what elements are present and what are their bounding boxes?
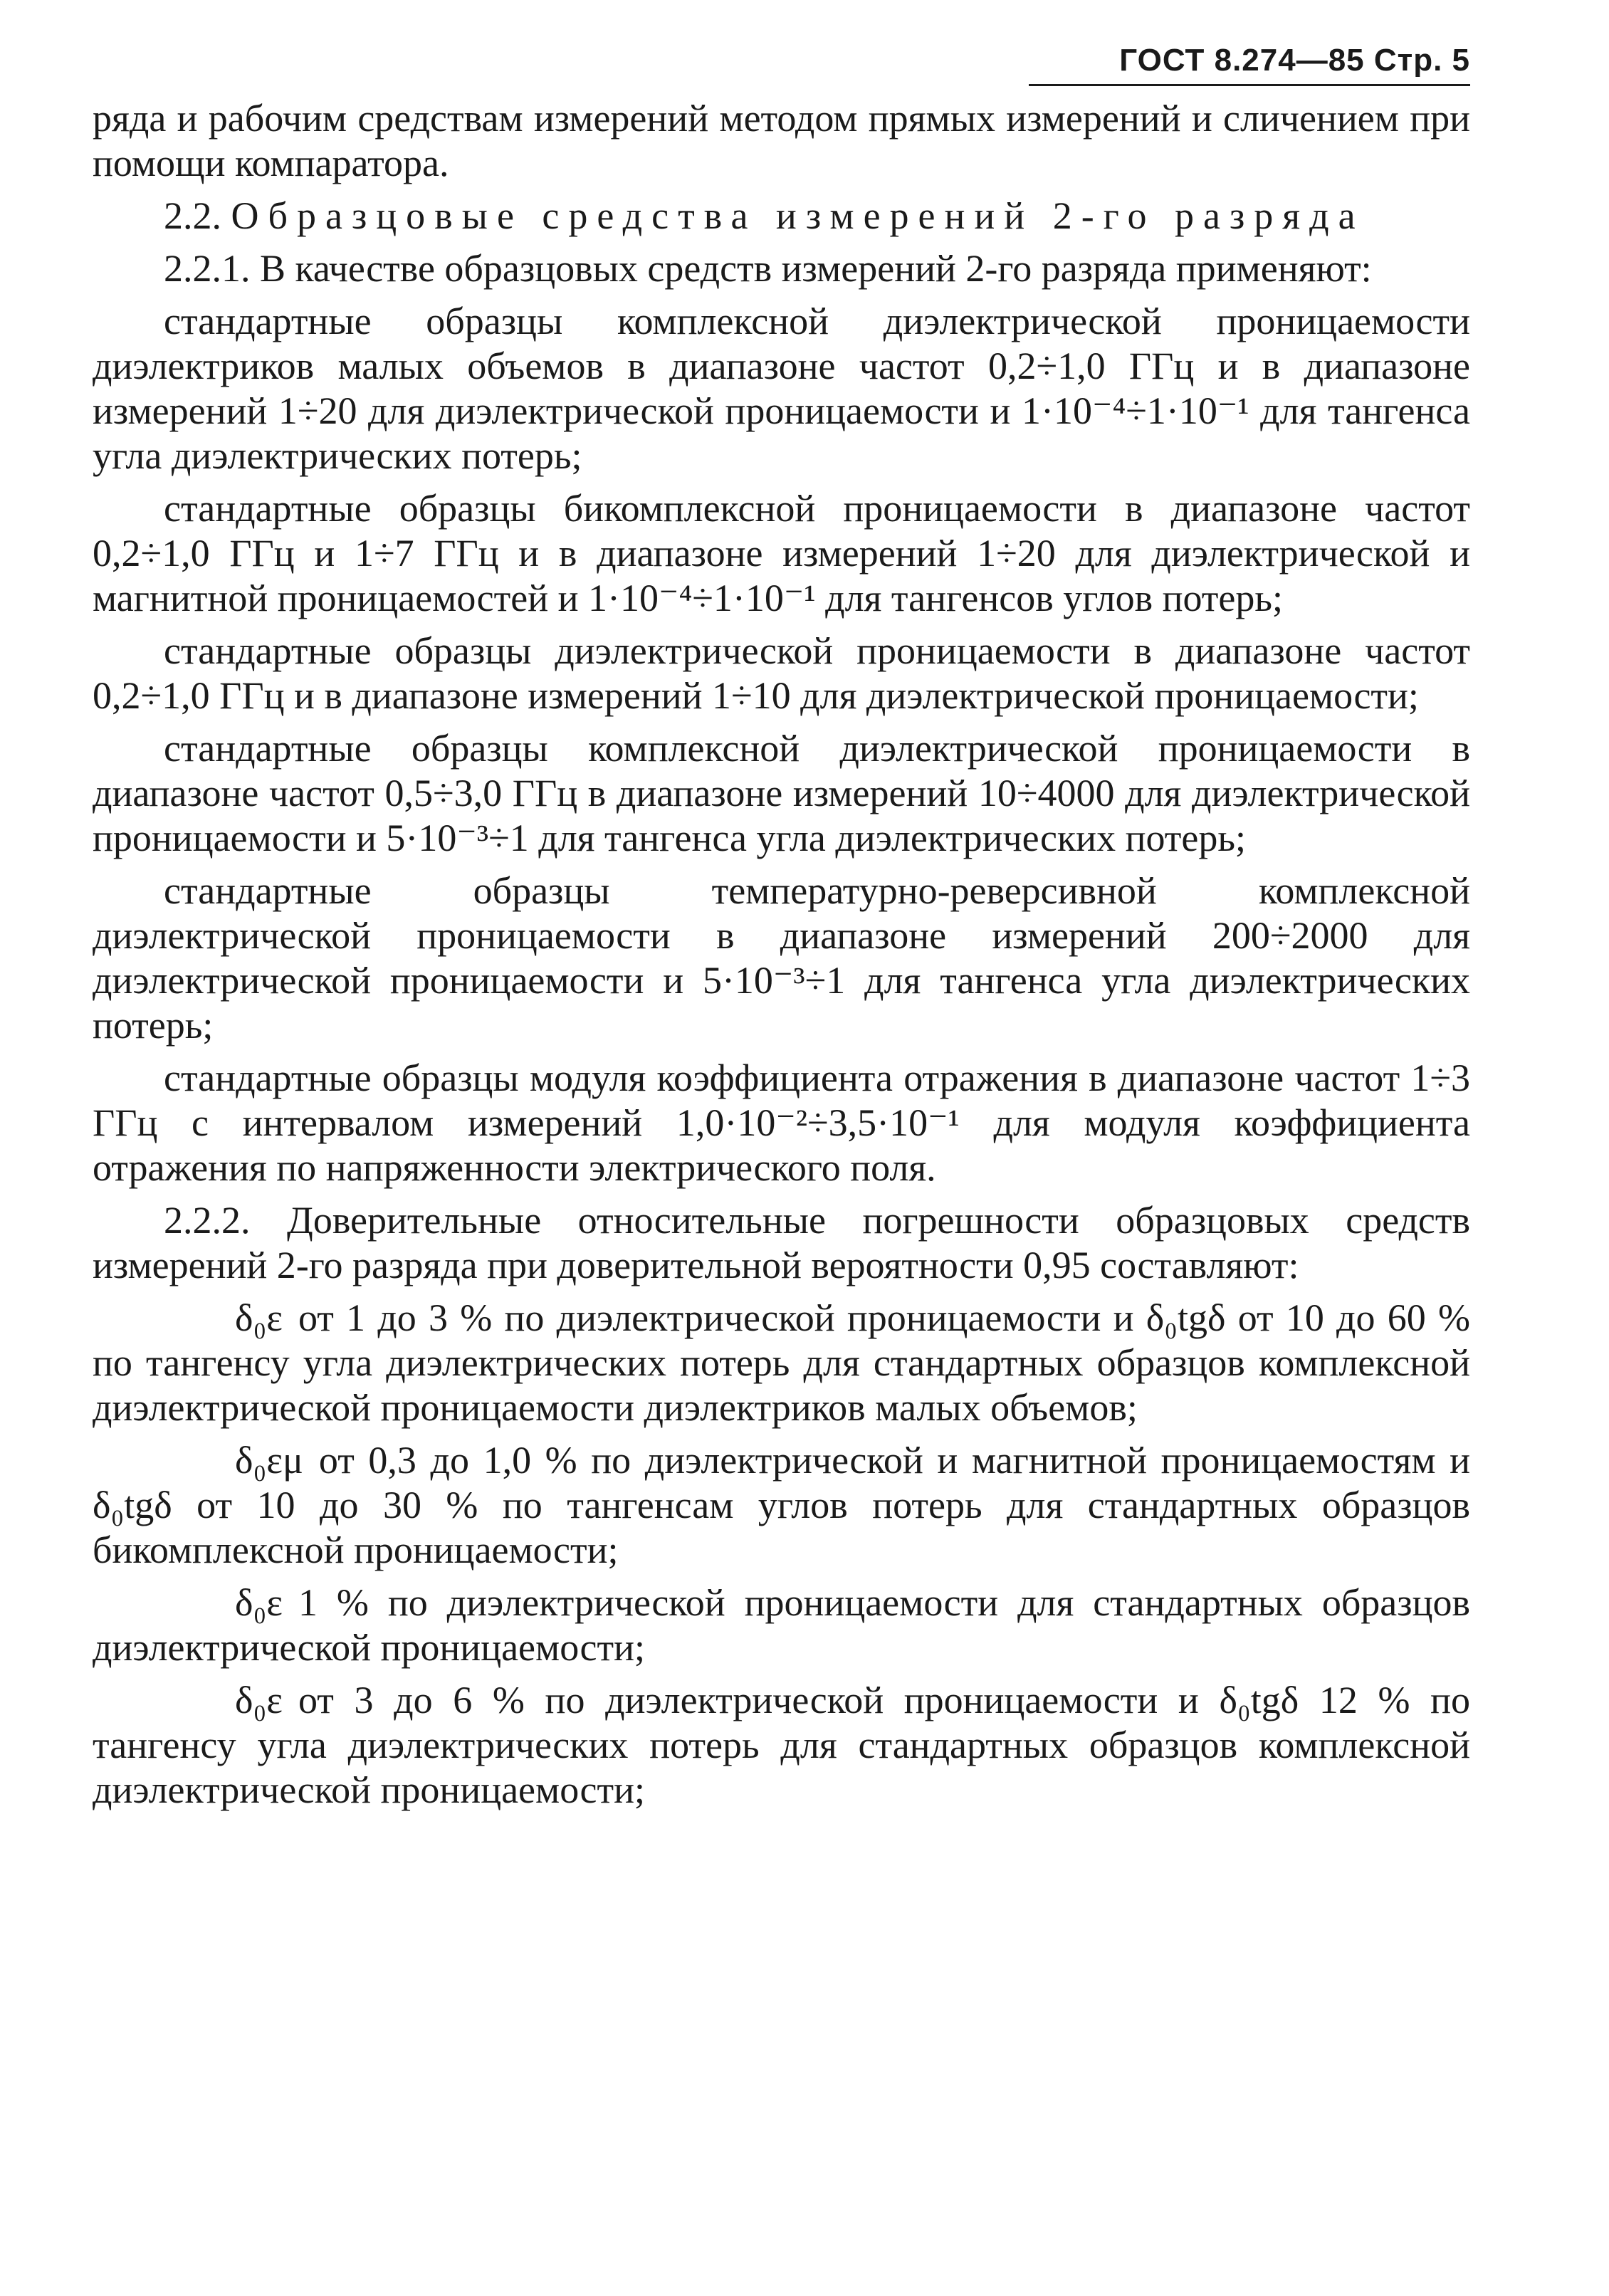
document-body xyxy=(93,96,1470,1813)
error-symbol: δ₀ε xyxy=(235,1296,283,1339)
section-heading-2-2 xyxy=(93,194,1470,238)
section-number: 2.2. xyxy=(164,194,221,237)
error-item-3: δ₀ε 1 % по диэлектрической проницаемости для стандартных образцов диэлектрической проницаемости; xyxy=(93,1581,1470,1669)
error-item-1: δ₀ε от 1 до 3 % по диэлектрической проницаемости и δ₀tgδ от 10 до 60 % по тангенсу угла диэлектрических потерь для стандартных образцов комплексной диэлектрической проницаемости диэлектриков малых объемов; xyxy=(93,1296,1470,1429)
document-page xyxy=(93,43,1470,1820)
clause-2-2-1: 2.2.1. В качестве образцовых средств измерений 2-го разряда применяют: xyxy=(164,247,1372,290)
error-symbol: δ₀εμ xyxy=(235,1439,303,1482)
list-item-2: стандартные образцы бикомплексной проницаемости в диапазоне частот 0,2÷1,0 ГГц и 1÷7 ГГц и в диапазоне измерений 1÷20 для диэлектрической и магнитной проницаемостей и 1·10⁻⁴÷1·10⁻¹ для тангенсов углов потерь; xyxy=(93,487,1470,619)
section-title: Образцовые средства измерений 2-го разряда xyxy=(231,194,1365,237)
paragraph-continuation: ряда и рабочим средствам измерений методом прямых измерений и сличением при помощи компаратора. xyxy=(93,97,1470,184)
error-item-2: δ₀εμ от 0,3 до 1,0 % по диэлектрической и магнитной проницаемостям и δ₀tgδ от 10 до 30 % по тангенсам углов потерь для стандартных образцов бикомплексной проницаемости; xyxy=(93,1439,1470,1571)
error-item-4: δ₀ε от 3 до 6 % по диэлектрической проницаемости и δ₀tgδ 12 % по тангенсу угла диэлектрических потерь для стандартных образцов комплексной диэлектрической проницаемости; xyxy=(93,1679,1470,1811)
list-item-3: стандартные образцы диэлектрической проницаемости в диапазоне частот 0,2÷1,0 ГГц и в диапазоне измерений 1÷10 для диэлектрической проницаемости; xyxy=(93,629,1470,717)
list-item-5: стандартные образцы температурно-реверсивной комплексной диэлектрической проницаемости в диапазоне измерений 200÷2000 для диэлектрической проницаемости и 5·10⁻³÷1 для тангенса угла диэлектрических потерь; xyxy=(93,869,1470,1047)
list-item-6: стандартные образцы модуля коэффициента отражения в диапазоне частот 1÷3 ГГц с интервалом измерений 1,0·10⁻²÷3,5·10⁻¹ для модуля коэффициента отражения по напряженности электрического поля. xyxy=(93,1057,1470,1189)
page-header: ГОСТ 8.274—85 Стр. 5 xyxy=(1029,43,1470,86)
list-item-1: стандартные образцы комплексной диэлектрической проницаемости диэлектриков малых объемов в диапазоне частот 0,2÷1,0 ГГц и в диапазоне измерений 1÷20 для диэлектрической проницаемости и 1·10⁻⁴÷1·10⁻¹ для тангенса угла диэлектрических потерь; xyxy=(93,300,1470,477)
clause-2-2-2: 2.2.2. Доверительные относительные погрешности образцовых средств измерений 2-го разряда при доверительной вероятности 0,95 составляют: xyxy=(93,1199,1470,1286)
error-symbol: δ₀ε xyxy=(235,1679,283,1721)
list-item-4: стандартные образцы комплексной диэлектрической проницаемости в диапазоне частот 0,5÷3,0 ГГц в диапазоне измерений 10÷4000 для диэлектрической проницаемости и 5·10⁻³÷1 для тангенса угла диэлектрических потерь; xyxy=(93,727,1470,859)
error-symbol: δ₀ε xyxy=(235,1581,283,1624)
